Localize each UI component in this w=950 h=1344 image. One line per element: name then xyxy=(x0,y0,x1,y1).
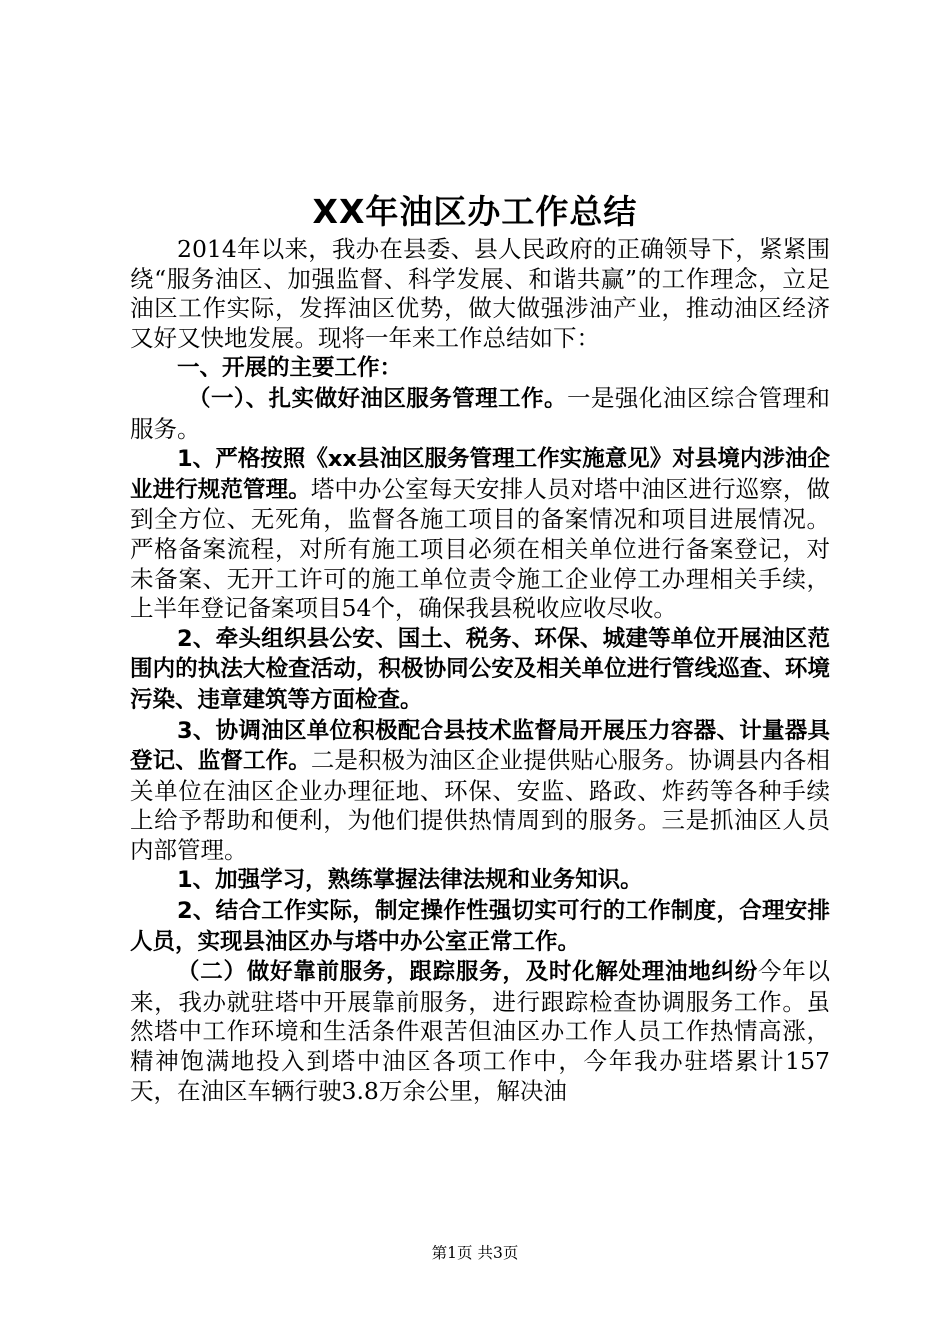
text-run: 塔中办公室每天安排人员对塔中油区进行巡察，做到全方位、无死角，监督各施工项目的备案情况和项目进展情况。严格备案流程，对所有施工项目必须在相关单位进行备案登记，对未备案、无开工许可的施工单位责令施工企业停工办理相关手续，上半年登记备案项目54个，确保我县税收应收尽收。 xyxy=(130,474,830,623)
page-footer: 第1页 共3页 xyxy=(431,1244,519,1262)
bold-text-run: 2、牵头组织县公安、国土、税务、环保、城建等单位开展油区范围内的执法大检查活动，积极协同公安及相关单位进行管线巡查、环境污染、违章建筑等方面检查。 xyxy=(130,625,830,713)
paragraph xyxy=(130,353,830,384)
paragraph xyxy=(130,384,830,444)
text-run: 一是强化油区综合管理和服务。 xyxy=(130,383,830,443)
document-body xyxy=(130,235,830,1106)
paragraph xyxy=(130,716,830,866)
text-run: 2014年以来，我办在县委、县人民政府的正确领导下，紧紧围绕“服务油区、加强监督、科学发展、和谐共赢”的工作理念，立足油区工作实际，发挥油区优势，做大做强涉油产业，推动油区经济又好又快地发展。现将一年来工作总结如下： xyxy=(130,235,830,352)
bold-text-run: 3、协调油区单位积极配合县技术监督局开展压力容器、计量器具登记、监督工作。 xyxy=(130,717,830,775)
bold-text-run: 1、严格按照《xx县油区服务管理工作实施意见》对县境内涉油企业进行规范管理。 xyxy=(130,446,830,503)
paragraph xyxy=(130,957,830,1106)
bold-text-run: 一、开展的主要工作： xyxy=(177,355,403,382)
paragraph xyxy=(130,896,830,957)
bold-text-run: 1、加强学习，熟练掌握法律法规和业务知识。 xyxy=(177,867,643,894)
paragraph xyxy=(130,865,830,896)
bold-text-run: 2、结合工作实际，制定操作性强切实可行的工作制度，合理安排人员，实现县油区办与塔中办公室正常工作。 xyxy=(130,898,830,955)
document-title: XX年油区办工作总结 xyxy=(312,192,638,231)
text-run: 今年以来，我办就驻塔中开展靠前服务，进行跟踪检查协调服务工作。虽然塔中工作环境和生活条件艰苦但油区办工作人员工作热情高涨，精神饱满地投入到塔中油区各项工作中，今年我办驻塔累计157天，在油区车辆行驶3.8万余公里，解决油 xyxy=(130,957,830,1105)
text-run: 二是积极为油区企业提供贴心服务。协调县内各相关单位在油区企业办理征地、环保、安监、路政、炸药等各种手续上给予帮助和便利，为他们提供热情周到的服务。三是抓油区人员内部管理。 xyxy=(130,746,830,864)
bold-text-run: （一）、扎实做好油区服务管理工作。 xyxy=(188,385,567,412)
paragraph xyxy=(130,444,830,624)
paragraph xyxy=(130,624,830,716)
bold-text-run: （二）做好靠前服务，跟踪服务，及时化解处理油地纠纷 xyxy=(177,959,759,986)
paragraph xyxy=(130,235,830,353)
